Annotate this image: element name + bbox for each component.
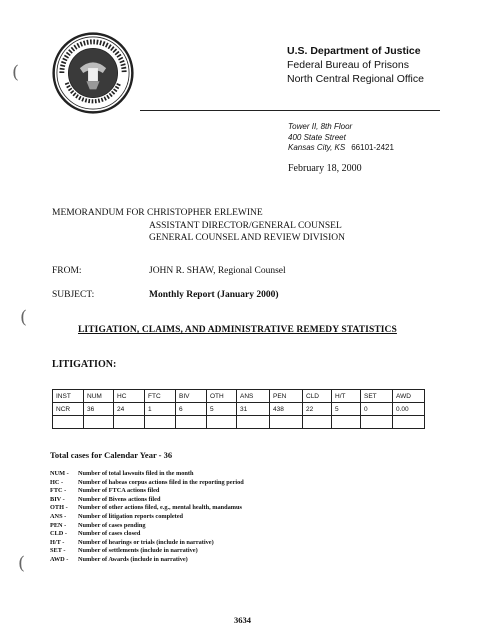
legend-item (50, 470, 244, 479)
total-cases: Total cases for Calendar Year - 36 (50, 450, 173, 460)
memo-recipient (52, 207, 345, 245)
agency-header (287, 44, 424, 86)
header-cell: FTC (145, 390, 176, 403)
margin-mark: ( (18, 553, 26, 574)
address-line-2: 400 State Street (288, 132, 346, 142)
legend-item (50, 547, 244, 556)
legend-code: H/T - (50, 538, 65, 546)
subject-label: SUBJECT: (52, 290, 95, 300)
legend-desc: Number of total lawsuits filed in the month (78, 470, 194, 477)
legend-desc: Number of Bivens actions filed (78, 495, 161, 503)
table-cell: 5 (332, 403, 361, 416)
header-cell: AWD (393, 390, 425, 403)
address-city: Kansas City, KS (288, 143, 346, 152)
table-cell: 36 (84, 403, 114, 416)
legend-desc: Number of settlements (include in narrative) (78, 547, 198, 555)
header-cell: PEN (270, 390, 303, 403)
page-number: 3634 (234, 615, 251, 625)
table-cell: 5 (207, 403, 237, 416)
margin-mark: ( (12, 62, 20, 83)
table-cell: 6 (176, 403, 207, 416)
legend-desc: Number of cases closed (78, 530, 141, 538)
empty-cell (53, 416, 84, 429)
empty-cell (332, 416, 361, 429)
legend-code: PEN - (50, 521, 67, 529)
legend-desc: Number of Awards (include in narrative) (78, 555, 188, 563)
table-cell: 31 (237, 403, 270, 416)
legend-list (50, 470, 244, 565)
table-cell: NCR (53, 403, 84, 416)
table-empty-row (53, 416, 425, 429)
header-cell: BIV (176, 390, 207, 403)
legend-item (50, 539, 244, 548)
legend-code: ANS - (50, 512, 67, 520)
empty-cell (84, 416, 114, 429)
recipient-title: ASSISTANT DIRECTOR/GENERAL COUNSEL (149, 220, 342, 231)
memo-date: February 18, 2000 (288, 163, 362, 174)
office-name: North Central Regional Office (287, 73, 424, 85)
header-cell: NUM (84, 390, 114, 403)
table-cell: 22 (303, 403, 332, 416)
table-cell: 0.00 (393, 403, 425, 416)
recipient-division: GENERAL COUNSEL AND REVIEW DIVISION (149, 233, 345, 243)
office-address (288, 122, 394, 154)
from-label: FROM: (52, 266, 82, 276)
empty-cell (361, 416, 393, 429)
legend-desc: Number of FTCA actions filed (78, 487, 160, 495)
litigation-label: LITIGATION: (52, 359, 117, 370)
legend-code: OTH - (50, 504, 68, 512)
legend-item (50, 496, 244, 505)
header-cell: H/T (332, 390, 361, 403)
section-heading: LITIGATION, CLAIMS, AND ADMINISTRATIVE REMEDY STATISTICS (78, 325, 397, 335)
legend-code: BIV - (50, 495, 65, 503)
empty-cell (114, 416, 145, 429)
header-cell: SET (361, 390, 393, 403)
legend-desc: Number of hearings or trials (include in narrative) (78, 538, 214, 546)
subject-value: Monthly Report (January 2000) (149, 290, 279, 300)
bureau-name: Federal Bureau of Prisons (287, 59, 409, 71)
legend-item (50, 479, 244, 488)
legend-code: NUM - (50, 470, 69, 477)
legend-desc: Number of other actions filed, e.g., mental health, mandamus (78, 504, 243, 512)
header-cell: ANS (237, 390, 270, 403)
legend-code: HC - (50, 478, 64, 486)
header-divider (140, 110, 440, 111)
doj-seal-icon (52, 32, 134, 114)
empty-cell (303, 416, 332, 429)
address-zip: 66101-2421 (351, 143, 394, 152)
address-line-1: Tower II, 8th Floor (288, 122, 353, 131)
header-cell: CLD (303, 390, 332, 403)
empty-cell (270, 416, 303, 429)
legend-code: SET - (50, 547, 66, 555)
empty-cell (145, 416, 176, 429)
legend-item (50, 487, 244, 496)
legend-item (50, 513, 244, 522)
legend-desc: Number of litigation reports completed (78, 512, 184, 520)
empty-cell (393, 416, 425, 429)
header-cell: HC (114, 390, 145, 403)
header-cell: OTH (207, 390, 237, 403)
margin-mark: ( (20, 307, 28, 328)
empty-cell (207, 416, 237, 429)
legend-item (50, 530, 244, 539)
legend-item (50, 504, 244, 513)
legend-desc: Number of cases pending (78, 521, 146, 529)
memo-for-label: MEMORANDUM FOR (52, 208, 145, 218)
table-row (53, 403, 425, 416)
legend-code: CLD - (50, 530, 67, 538)
legend-item (50, 522, 244, 531)
table-cell: 24 (114, 403, 145, 416)
empty-cell (237, 416, 270, 429)
legend-desc: Number of habeas corpus actions filed in the reporting period (78, 478, 244, 486)
recipient-name: CHRISTOPHER ERLEWINE (147, 208, 263, 218)
empty-cell (176, 416, 207, 429)
table-header-row (53, 390, 425, 403)
litigation-table (52, 389, 425, 429)
agency-name: U.S. Department of Justice (287, 45, 421, 57)
table-cell: 0 (361, 403, 393, 416)
header-cell: INST (53, 390, 84, 403)
table-cell: 1 (145, 403, 176, 416)
from-value: JOHN R. SHAW, Regional Counsel (149, 266, 286, 276)
table-cell: 438 (270, 403, 303, 416)
legend-code: FTC - (50, 487, 67, 495)
legend-item (50, 556, 244, 565)
legend-code: AWD - (50, 555, 69, 563)
